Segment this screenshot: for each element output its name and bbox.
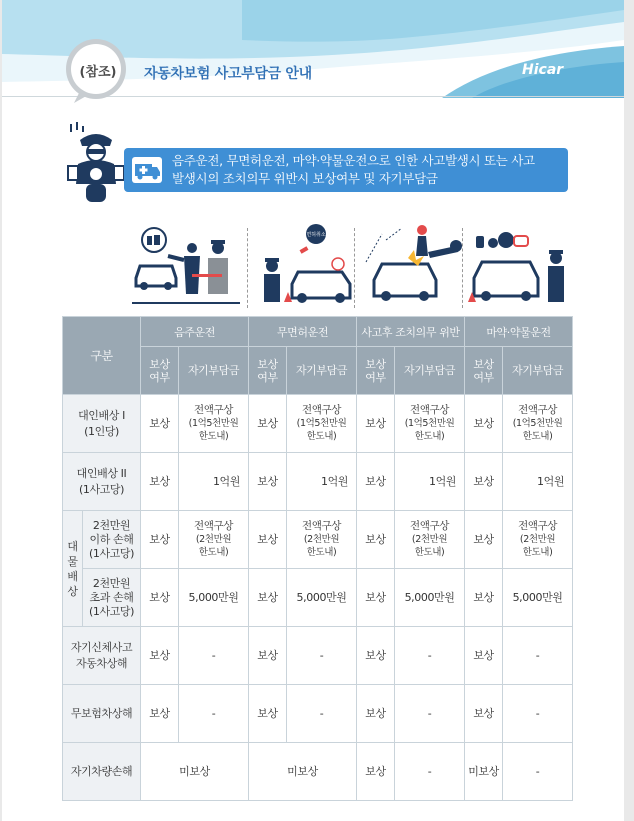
compensation-cell: 보상 bbox=[465, 511, 503, 569]
compensation-cell: 보상 bbox=[465, 395, 503, 453]
header-hit-and-run: 사고후 조치의무 위반 bbox=[357, 317, 465, 347]
deductible-cell: 5,000만원 bbox=[503, 569, 573, 627]
table-row bbox=[63, 743, 573, 801]
deductible-cell: 5,000만원 bbox=[179, 569, 249, 627]
deductible-cell: - bbox=[395, 743, 465, 801]
row-label-line: (1사고당) bbox=[78, 482, 125, 496]
row-label bbox=[63, 453, 141, 511]
compensation-cell: 보상 bbox=[141, 453, 179, 511]
scene-divider bbox=[354, 228, 355, 308]
deductible-cell bbox=[287, 395, 357, 453]
cell-line: (2천만원 bbox=[411, 534, 448, 545]
header-deductible: 자기부담금 bbox=[395, 347, 465, 395]
cell-line: (2천만원 bbox=[303, 534, 340, 545]
deductible-cell: - bbox=[503, 627, 573, 685]
compensation-cell: 미보상 bbox=[465, 743, 503, 801]
cell-line: 한도내) bbox=[198, 431, 229, 442]
row-label-line: (1사고당) bbox=[88, 604, 135, 618]
document-sheet bbox=[2, 0, 624, 821]
compensation-cell: 보상 bbox=[357, 395, 395, 453]
deductible-cell: 1억원 bbox=[503, 453, 573, 511]
cell-line: 전액구상 bbox=[194, 520, 233, 532]
row-label-line: 2천만원 bbox=[92, 576, 131, 590]
compensation-cell: 보상 bbox=[357, 627, 395, 685]
drunk-driving-checkpoint-icon bbox=[132, 222, 240, 312]
compensation-cell: 보상 bbox=[249, 627, 287, 685]
table-row bbox=[63, 685, 573, 743]
compensation-cell: 보상 bbox=[357, 569, 395, 627]
deductible-cell: 5,000만원 bbox=[287, 569, 357, 627]
deductible-cell: - bbox=[503, 743, 573, 801]
scene-divider bbox=[462, 228, 463, 308]
hicar-logo: Hicar bbox=[522, 62, 564, 78]
deductible-cell: - bbox=[179, 685, 249, 743]
not-covered-cell: 미보상 bbox=[249, 743, 357, 801]
compensation-cell: 보상 bbox=[249, 453, 287, 511]
side-label-text: 대물배상 bbox=[67, 539, 78, 598]
cell-line: 전액구상 bbox=[302, 404, 342, 416]
deductible-cell: - bbox=[395, 685, 465, 743]
cell-line: 전액구상 bbox=[518, 520, 558, 532]
cell-line: 전액구상 bbox=[518, 404, 558, 416]
deductible-cell: - bbox=[395, 627, 465, 685]
compensation-cell: 보상 bbox=[465, 453, 503, 511]
police-motorcycle-icon bbox=[64, 120, 128, 204]
compensation-cell: 보상 bbox=[465, 627, 503, 685]
page-title: 자동차보험 사고부담금 안내 bbox=[144, 66, 312, 82]
row-label bbox=[83, 569, 141, 627]
deductible-table bbox=[62, 316, 573, 801]
header-compensation: 보상 여부 bbox=[357, 347, 395, 395]
cell-line: (1억5천만원 bbox=[188, 418, 239, 429]
table-row bbox=[63, 395, 573, 453]
header-unlicensed-driving: 무면허운전 bbox=[249, 317, 357, 347]
drug-driving-icon bbox=[468, 222, 576, 312]
row-label-line: 대인배상 I bbox=[78, 408, 125, 422]
hit-and-run-icon bbox=[362, 222, 470, 312]
cell-line: (2천만원 bbox=[519, 534, 556, 545]
deductible-cell: 1억원 bbox=[287, 453, 357, 511]
row-label bbox=[63, 627, 141, 685]
compensation-cell: 보상 bbox=[141, 685, 179, 743]
header-compensation: 보상 여부 bbox=[465, 347, 503, 395]
table-row bbox=[63, 453, 573, 511]
cell-line: 한도내) bbox=[414, 547, 445, 558]
deductible-cell: 5,000만원 bbox=[395, 569, 465, 627]
compensation-cell: 보상 bbox=[249, 395, 287, 453]
header-compensation: 보상 여부 bbox=[249, 347, 287, 395]
cell-line: 한도내) bbox=[522, 547, 553, 558]
unlicensed-driving-icon bbox=[256, 222, 364, 312]
cell-line: (2천만원 bbox=[195, 534, 232, 545]
row-label-line: 초과 손해 bbox=[89, 590, 134, 604]
intro-line-1: 음주운전, 무면허운전, 마약·약물운전으로 인한 사고발생시 또는 사고 bbox=[172, 153, 535, 168]
compensation-cell: 보상 bbox=[141, 627, 179, 685]
row-label-line: 자동차상해 bbox=[75, 656, 128, 670]
compensation-cell: 보상 bbox=[357, 511, 395, 569]
cell-line: 전액구상 bbox=[194, 404, 233, 416]
deductible-cell: - bbox=[503, 685, 573, 743]
table-row bbox=[63, 511, 573, 569]
compensation-cell: 보상 bbox=[141, 511, 179, 569]
property-damage-label bbox=[63, 511, 83, 627]
row-label-line: (1인당) bbox=[84, 424, 119, 438]
intro-callout bbox=[124, 148, 568, 192]
row-label-line: 대인배상 II bbox=[76, 466, 127, 480]
compensation-cell: 보상 bbox=[249, 685, 287, 743]
cell-line: 한도내) bbox=[522, 431, 553, 442]
row-label bbox=[83, 511, 141, 569]
cell-line: 전액구상 bbox=[302, 520, 342, 532]
cell-line: 전액구상 bbox=[410, 520, 450, 532]
compensation-cell: 보상 bbox=[357, 453, 395, 511]
compensation-cell: 보상 bbox=[357, 743, 395, 801]
compensation-cell: 보상 bbox=[141, 569, 179, 627]
row-label-line: 이하 손해 bbox=[89, 532, 134, 546]
cell-line: (1억5천만원 bbox=[512, 418, 563, 429]
row-label-line: 2천만원 bbox=[92, 518, 131, 532]
compensation-cell: 보상 bbox=[249, 511, 287, 569]
compensation-cell: 보상 bbox=[249, 569, 287, 627]
row-label: 자기차량손해 bbox=[63, 743, 141, 801]
cell-line: 한도내) bbox=[306, 547, 337, 558]
compensation-cell: 보상 bbox=[141, 395, 179, 453]
deductible-cell bbox=[503, 511, 573, 569]
deductible-cell: - bbox=[287, 627, 357, 685]
header-drunk-driving: 음주운전 bbox=[141, 317, 249, 347]
not-covered-cell: 미보상 bbox=[141, 743, 249, 801]
compensation-cell: 보상 bbox=[465, 569, 503, 627]
cell-line: 한도내) bbox=[306, 431, 337, 442]
deductible-cell: 1억원 bbox=[179, 453, 249, 511]
header-compensation: 보상 여부 bbox=[141, 347, 179, 395]
row-label-line: 자기신체사고 bbox=[70, 640, 133, 654]
deductible-cell: - bbox=[179, 627, 249, 685]
deductible-cell bbox=[503, 395, 573, 453]
header-deductible: 자기부담금 bbox=[287, 347, 357, 395]
cell-line: 한도내) bbox=[414, 431, 445, 442]
table-row bbox=[63, 569, 573, 627]
row-label: 무보험차상해 bbox=[63, 685, 141, 743]
svg-text:면허취소: 면허취소 bbox=[306, 232, 326, 238]
deductible-cell bbox=[179, 395, 249, 453]
badge-text: (참조) bbox=[79, 65, 117, 80]
cell-line: (1억5천만원 bbox=[404, 418, 455, 429]
scene-divider bbox=[247, 228, 248, 308]
reference-badge bbox=[62, 37, 134, 109]
deductible-cell bbox=[287, 511, 357, 569]
compensation-cell: 보상 bbox=[357, 685, 395, 743]
compensation-cell: 보상 bbox=[465, 685, 503, 743]
cell-line: (1억5천만원 bbox=[296, 418, 347, 429]
deductible-cell: - bbox=[287, 685, 357, 743]
intro-line-2: 발생시의 조치의무 위반시 보상여부 및 자기부담금 bbox=[172, 171, 438, 186]
ambulance-icon bbox=[132, 157, 162, 183]
header-category: 구분 bbox=[63, 317, 141, 395]
header-deductible: 자기부담금 bbox=[179, 347, 249, 395]
cell-line: 전액구상 bbox=[410, 404, 450, 416]
cell-line: 한도내) bbox=[198, 547, 229, 558]
scene-illustrations bbox=[132, 222, 572, 312]
deductible-cell bbox=[179, 511, 249, 569]
deductible-cell: 1억원 bbox=[395, 453, 465, 511]
header-drug-driving: 마약·약물운전 bbox=[465, 317, 573, 347]
row-label-line: (1사고당) bbox=[88, 546, 135, 560]
deductible-cell bbox=[395, 395, 465, 453]
intro-text bbox=[172, 152, 562, 188]
deductible-cell bbox=[395, 511, 465, 569]
table-row bbox=[63, 627, 573, 685]
row-label bbox=[63, 395, 141, 453]
header-banner bbox=[2, 0, 624, 98]
header-deductible: 자기부담금 bbox=[503, 347, 573, 395]
